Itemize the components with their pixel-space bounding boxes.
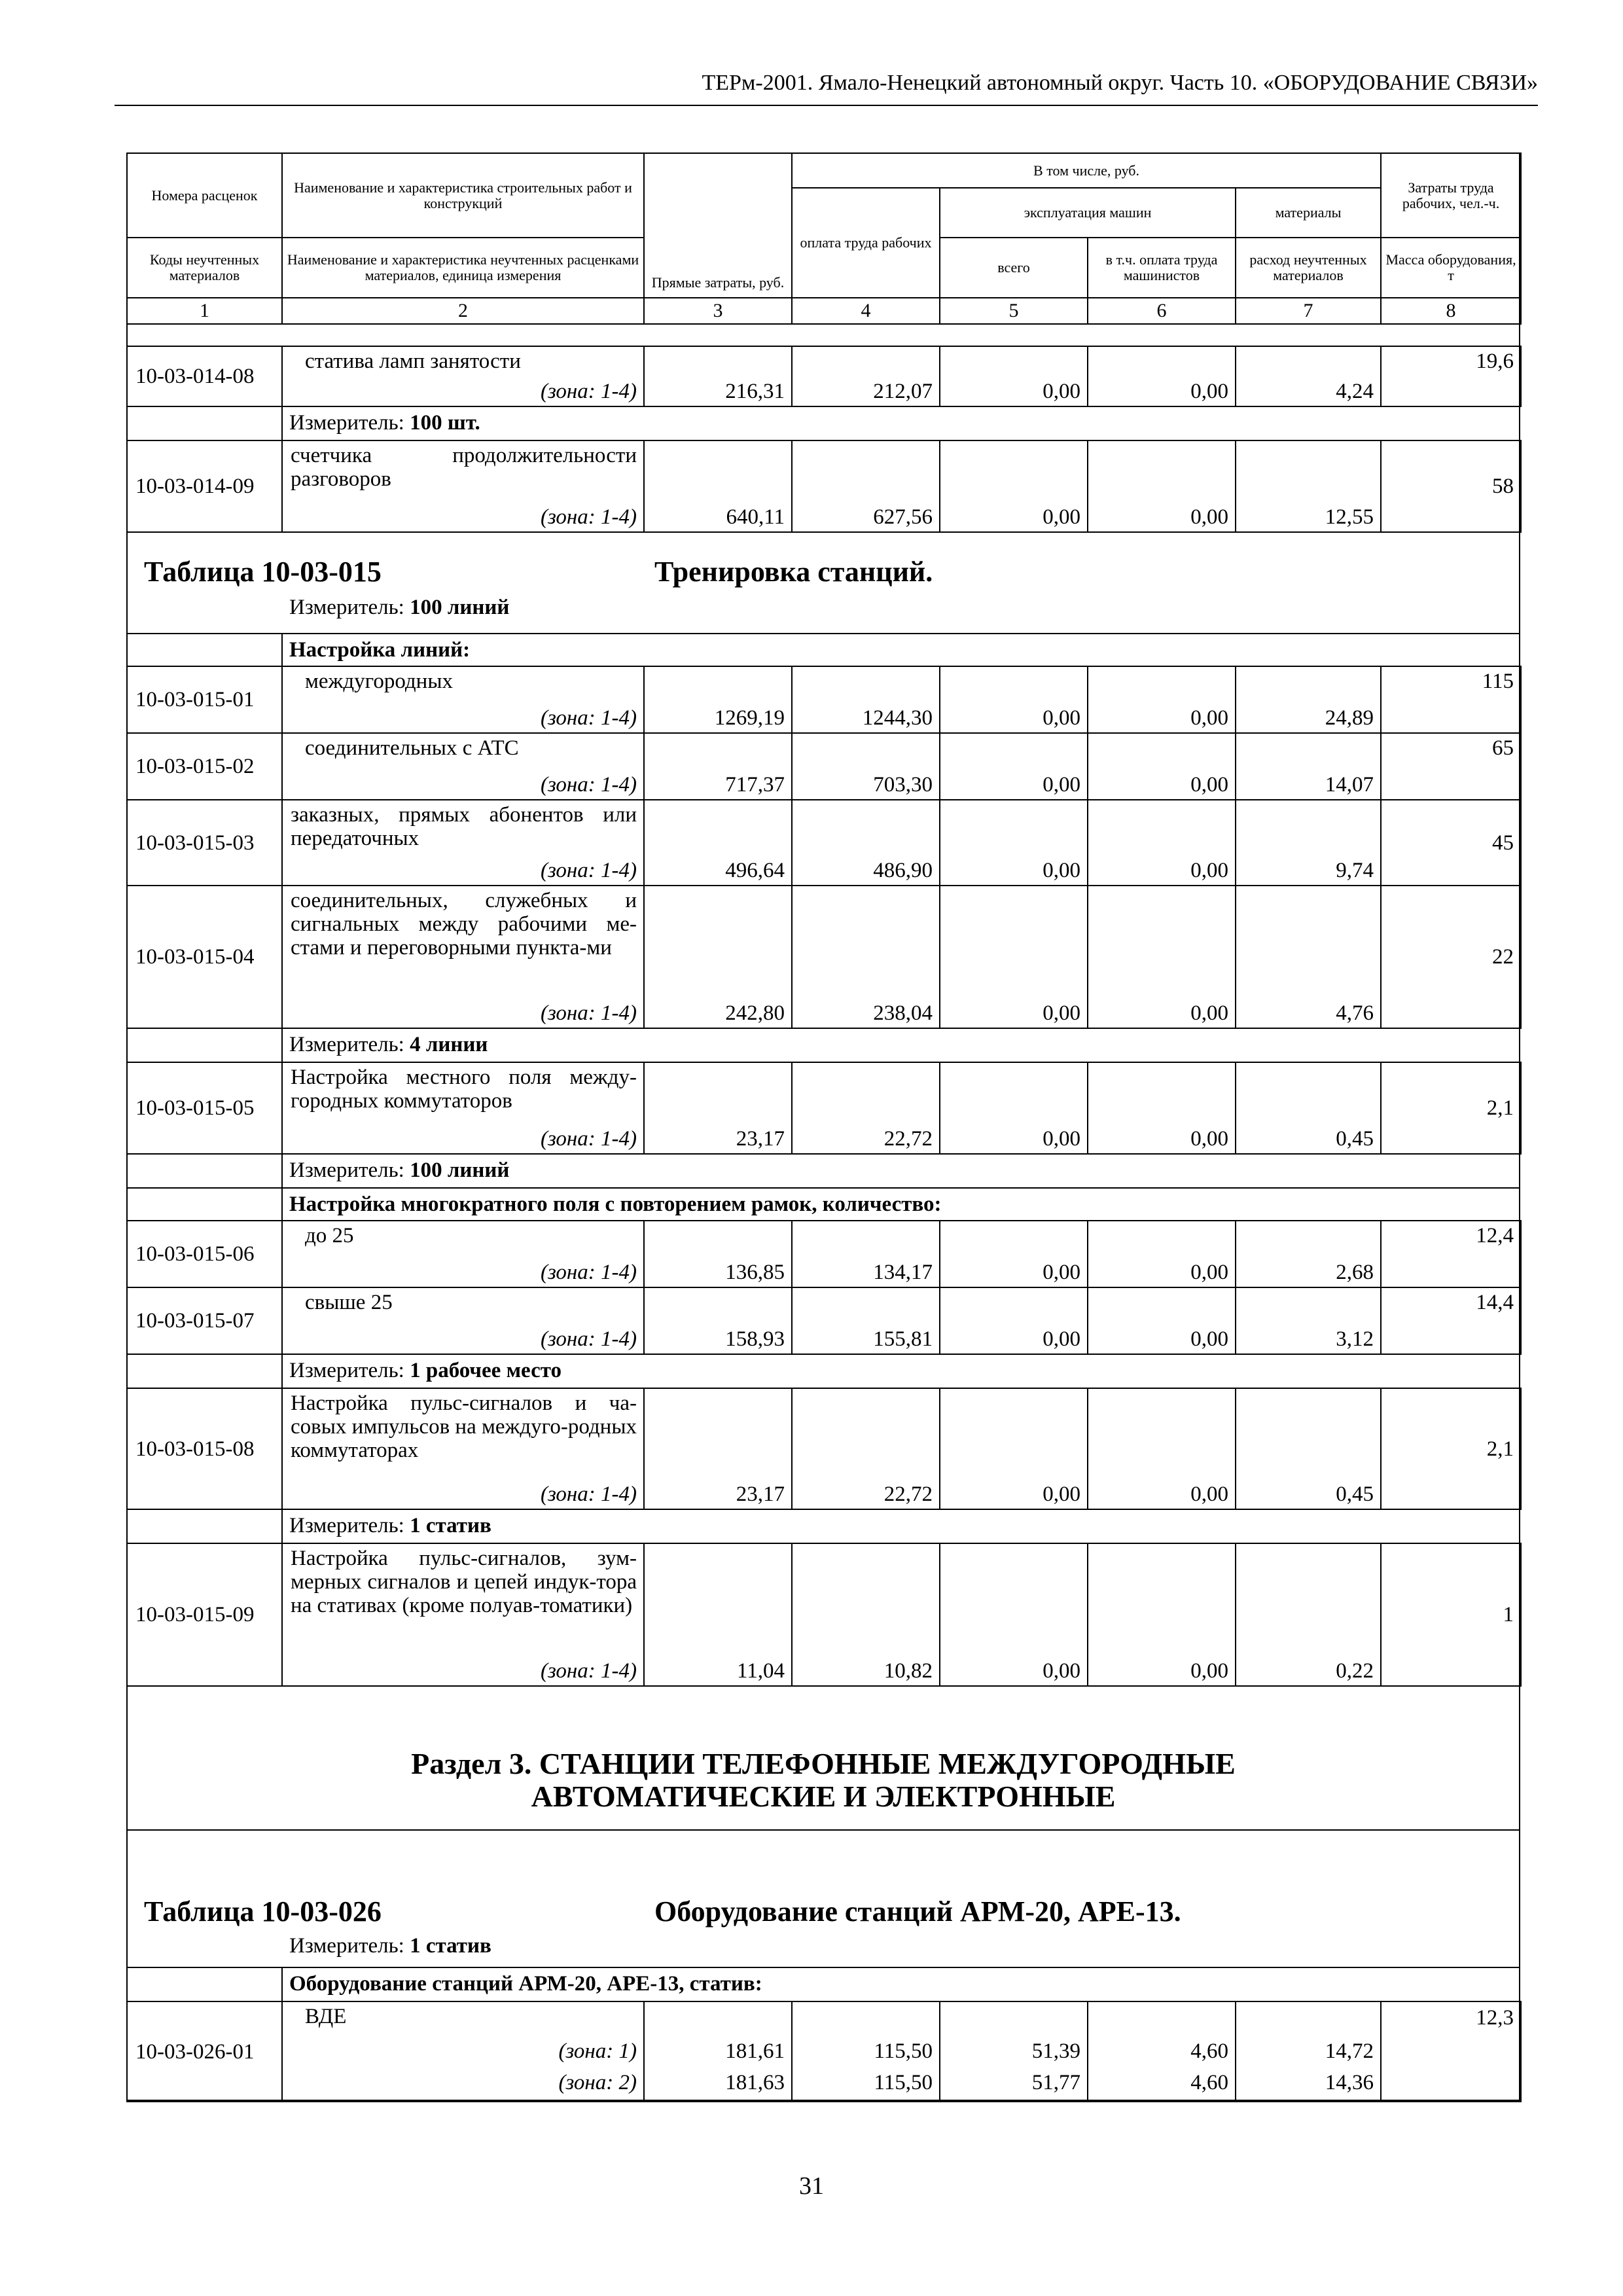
measure-line bbox=[289, 1359, 562, 1383]
value-mach-total: 0,00 bbox=[940, 800, 1088, 886]
rate-code: 10-03-026-01 bbox=[127, 2001, 282, 2102]
rate-name-wrap bbox=[283, 1544, 643, 1685]
measure-label: Измеритель: bbox=[289, 411, 404, 435]
value-labor: 22,72 bbox=[792, 1062, 940, 1154]
value-direct: 216,31 bbox=[644, 346, 792, 406]
column-divider bbox=[281, 1354, 283, 1388]
rate-name-cell bbox=[282, 2001, 644, 2102]
section-title: Раздел 3. СТАНЦИИ ТЕЛЕФОННЫЕ МЕЖДУГОРОДНЫЕ АВТОМАТИЧЕСКИЕ И ЭЛЕКТРОННЫЕ bbox=[411, 1747, 1236, 1813]
value-direct: 136,85 bbox=[644, 1221, 792, 1287]
value-materials: 14,07 bbox=[1236, 733, 1381, 800]
value-labor: 627,56 bbox=[792, 440, 940, 532]
value-materials: 4,24 bbox=[1236, 346, 1381, 406]
zone-label: (зона: 1-4) bbox=[540, 773, 637, 797]
rate-name-cell bbox=[282, 346, 644, 406]
value-direct: 23,17 bbox=[644, 1062, 792, 1154]
value-materials: 24,89 bbox=[1236, 666, 1381, 733]
rate-name: ВДЕ bbox=[305, 2005, 347, 2028]
value-mach-labor bbox=[1088, 2001, 1236, 2102]
rate-name: соединительных с АТС bbox=[305, 736, 519, 760]
header-col7: расход неучтенных материалов bbox=[1236, 238, 1381, 298]
value-direct: 496,64 bbox=[644, 800, 792, 886]
value-mach-total: 0,00 bbox=[940, 440, 1088, 532]
row-divider bbox=[126, 1829, 1520, 1831]
table-title: Таблица 10-03-026 bbox=[144, 1895, 382, 1928]
value-mach-labor: 0,00 bbox=[1088, 666, 1236, 733]
group-heading bbox=[289, 1193, 942, 1217]
measure-label: Измеритель: bbox=[289, 1158, 404, 1182]
rate-name-cell bbox=[282, 886, 644, 1028]
measure-value: 4 линии bbox=[410, 1033, 488, 1056]
rate-mass: 2,1 bbox=[1381, 1062, 1521, 1154]
value-materials: 2,68 bbox=[1236, 1221, 1381, 1287]
rate-name-wrap bbox=[283, 886, 643, 1028]
rate-mass: 65 bbox=[1381, 733, 1521, 800]
value-mach-labor: 0,00 bbox=[1088, 1287, 1236, 1354]
value-labor: 486,90 bbox=[792, 800, 940, 886]
group-heading bbox=[289, 1972, 762, 1996]
row-divider bbox=[126, 633, 1520, 634]
value-mach-labor: 0,00 bbox=[1088, 733, 1236, 800]
value-mach-total: 0,00 bbox=[940, 1388, 1088, 1509]
zone-label: (зона: 1-4) bbox=[540, 859, 637, 882]
value-materials bbox=[1236, 2001, 1381, 2102]
value-mach-total: 0,00 bbox=[940, 733, 1088, 800]
rate-name-cell bbox=[282, 1543, 644, 1686]
row-divider bbox=[126, 1354, 1520, 1355]
zone-label: (зона: 1-4) bbox=[540, 1001, 637, 1025]
rate-name-cell bbox=[282, 1388, 644, 1509]
header-materials: материалы bbox=[1236, 188, 1381, 238]
value-mach-total: 0,00 bbox=[940, 346, 1088, 406]
rate-name-wrap bbox=[283, 441, 643, 531]
header-col1-bottom: Коды неучтенных материалов bbox=[127, 238, 282, 298]
rate-name-cell bbox=[282, 1062, 644, 1154]
rate-name-cell bbox=[282, 666, 644, 733]
header-number: 7 bbox=[1236, 298, 1381, 324]
rate-row bbox=[126, 1543, 1522, 1687]
value-direct: 158,93 bbox=[644, 1287, 792, 1354]
value-mach-total bbox=[940, 2001, 1088, 2102]
value-materials: 0,45 bbox=[1236, 1062, 1381, 1154]
zone-value: 51,39 bbox=[1031, 2039, 1080, 2063]
header-in-total: В том числе, руб. bbox=[792, 153, 1381, 188]
rate-name-cell bbox=[282, 1221, 644, 1287]
rate-mass: 12,3 bbox=[1381, 2001, 1521, 2102]
value-mach-labor: 0,00 bbox=[1088, 886, 1236, 1028]
header-number: 1 bbox=[127, 298, 282, 324]
column-divider bbox=[281, 1509, 283, 1543]
rate-name: Настройка местного поля между-городных коммутаторов bbox=[291, 1066, 637, 1113]
rate-mass: 115 bbox=[1381, 666, 1521, 733]
rate-name-wrap bbox=[283, 1389, 643, 1509]
rate-name-cell bbox=[282, 440, 644, 532]
group-text: Настройка многократного поля с повторением рамок, количество: bbox=[289, 1193, 942, 1216]
rate-name-wrap bbox=[283, 1288, 643, 1354]
column-divider bbox=[281, 1187, 283, 1220]
measure-line bbox=[289, 411, 480, 435]
header-number: 2 bbox=[282, 298, 644, 324]
rate-name-cell bbox=[282, 1287, 644, 1354]
rate-name-wrap bbox=[283, 1063, 643, 1153]
rate-name: Настройка пульс-сигналов, зум-мерных сигналов и цепей индук-тора на стативах (кроме полуав-томатики) bbox=[291, 1547, 637, 1617]
rate-code: 10-03-015-07 bbox=[127, 1287, 282, 1354]
row-divider bbox=[126, 1153, 1520, 1155]
rate-mass: 19,6 bbox=[1381, 346, 1521, 406]
header-col8-top: Затраты труда рабочих, чел.-ч. bbox=[1381, 153, 1521, 238]
value-labor: 238,04 bbox=[792, 886, 940, 1028]
value-mach-labor: 0,00 bbox=[1088, 1388, 1236, 1509]
rate-name-wrap bbox=[283, 2002, 643, 2101]
rate-code: 10-03-015-01 bbox=[127, 666, 282, 733]
rate-mass: 58 bbox=[1381, 440, 1521, 532]
measure-value: 1 статив bbox=[410, 1514, 491, 1537]
measure-line bbox=[289, 1934, 491, 1958]
value-mach-labor: 0,00 bbox=[1088, 1221, 1236, 1287]
rate-name: до 25 bbox=[305, 1224, 354, 1247]
rate-name-cell bbox=[282, 800, 644, 886]
value-direct bbox=[644, 2001, 792, 2102]
value-mach-total: 0,00 bbox=[940, 666, 1088, 733]
zone-label: (зона: 1-4) bbox=[540, 1127, 637, 1151]
value-direct: 11,04 bbox=[644, 1543, 792, 1686]
measure-value: 100 линий bbox=[410, 1158, 510, 1182]
header-col2-bottom: Наименование и характеристика неучтенных расценками материалов, единица измерения bbox=[282, 238, 644, 298]
rate-code: 10-03-015-09 bbox=[127, 1543, 282, 1686]
zone-value: 51,77 bbox=[1031, 2071, 1080, 2094]
row-divider bbox=[126, 2001, 1520, 2002]
header-number: 3 bbox=[644, 298, 792, 324]
value-labor: 703,30 bbox=[792, 733, 940, 800]
zone-label: (зона: 1-4) bbox=[540, 1327, 637, 1351]
rate-row bbox=[126, 1388, 1522, 1510]
table-caption: Оборудование станций АРМ-20, АРЕ-13. bbox=[654, 1895, 1181, 1928]
rate-mass: 2,1 bbox=[1381, 1388, 1521, 1509]
rate-name-wrap bbox=[283, 667, 643, 732]
value-labor bbox=[792, 2001, 940, 2102]
header-number: 4 bbox=[792, 298, 940, 324]
value-mach-labor: 0,00 bbox=[1088, 440, 1236, 532]
zone-value: 115,50 bbox=[874, 2071, 933, 2094]
rate-mass: 45 bbox=[1381, 800, 1521, 886]
zone-label: (зона: 1-4) bbox=[540, 706, 637, 730]
running-header: ТЕРм-2001. Ямало-Ненецкий автономный округ. Часть 10. «ОБОРУДОВАНИЕ СВЯЗИ» bbox=[702, 71, 1538, 95]
measure-label: Измеритель: bbox=[289, 596, 404, 619]
zone-value: 115,50 bbox=[874, 2039, 933, 2063]
value-labor: 10,82 bbox=[792, 1543, 940, 1686]
header-col2-top: Наименование и характеристика строительных работ и конструкций bbox=[282, 153, 644, 238]
zone-value: 14,72 bbox=[1325, 2039, 1374, 2063]
group-heading bbox=[289, 638, 470, 662]
value-labor: 1244,30 bbox=[792, 666, 940, 733]
header-number: 6 bbox=[1088, 298, 1236, 324]
value-direct: 23,17 bbox=[644, 1388, 792, 1509]
rate-mass: 14,4 bbox=[1381, 1287, 1521, 1354]
zone-list bbox=[558, 2036, 637, 2098]
rate-name: свыше 25 bbox=[305, 1291, 393, 1314]
group-text: Настройка линий: bbox=[289, 638, 471, 662]
rate-row bbox=[126, 1220, 1522, 1288]
value-direct: 640,11 bbox=[644, 440, 792, 532]
rate-row bbox=[126, 885, 1522, 1029]
rate-name-wrap bbox=[283, 1221, 643, 1287]
rate-name: заказных, прямых абонентов или передаточных bbox=[291, 803, 637, 850]
value-mach-labor: 0,00 bbox=[1088, 1543, 1236, 1686]
header-col4: оплата труда рабочих bbox=[792, 188, 940, 298]
measure-line bbox=[289, 1514, 491, 1538]
row-divider bbox=[126, 1187, 1520, 1189]
value-direct: 717,37 bbox=[644, 733, 792, 800]
value-mach-total: 0,00 bbox=[940, 886, 1088, 1028]
rate-row bbox=[126, 799, 1522, 886]
rate-row bbox=[126, 346, 1522, 407]
group-text: Оборудование станций АРМ-20, АРЕ-13, статив: bbox=[289, 1972, 762, 1996]
column-divider bbox=[281, 633, 283, 666]
zone-value: 14,36 bbox=[1325, 2071, 1374, 2094]
header-col5: всего bbox=[940, 238, 1088, 298]
table-caption: Тренировка станций. bbox=[654, 556, 933, 588]
measure-line bbox=[289, 1033, 488, 1057]
rate-code: 10-03-015-02 bbox=[127, 733, 282, 800]
column-divider bbox=[281, 406, 283, 440]
rate-row bbox=[126, 440, 1522, 533]
rate-row bbox=[126, 666, 1522, 734]
value-direct: 242,80 bbox=[644, 886, 792, 1028]
value-labor: 22,72 bbox=[792, 1388, 940, 1509]
page-number: 31 bbox=[799, 2172, 824, 2200]
value-direct: 1269,19 bbox=[644, 666, 792, 733]
value-mach-labor: 0,00 bbox=[1088, 1062, 1236, 1154]
column-divider bbox=[281, 1967, 283, 2001]
rate-mass: 1 bbox=[1381, 1543, 1521, 1686]
rate-code: 10-03-014-09 bbox=[127, 440, 282, 532]
rate-name-cell bbox=[282, 733, 644, 800]
value-labor: 155,81 bbox=[792, 1287, 940, 1354]
header-number: 5 bbox=[940, 298, 1088, 324]
rate-name: счетчика продолжительности разговоров bbox=[291, 444, 637, 491]
measure-value: 1 рабочее место bbox=[410, 1359, 562, 1382]
value-materials: 0,45 bbox=[1236, 1388, 1381, 1509]
rate-name-wrap bbox=[283, 347, 643, 406]
header-col6: в т.ч. оплата труда машинистов bbox=[1088, 238, 1236, 298]
rate-name-wrap bbox=[283, 800, 643, 885]
measure-label: Измеритель: bbox=[289, 1514, 404, 1537]
rate-name: соединительных, служебных и сигнальных между рабочими ме-стами и переговорными пункта-ми bbox=[291, 889, 637, 960]
header-machines: эксплуатация машин bbox=[940, 188, 1236, 238]
column-divider bbox=[281, 1153, 283, 1187]
rate-mass: 12,4 bbox=[1381, 1221, 1521, 1287]
rate-code: 10-03-015-08 bbox=[127, 1388, 282, 1509]
value-materials: 3,12 bbox=[1236, 1287, 1381, 1354]
rate-row bbox=[126, 1062, 1522, 1155]
row-divider bbox=[126, 406, 1520, 407]
value-labor: 134,17 bbox=[792, 1221, 940, 1287]
header-number: 8 bbox=[1381, 298, 1521, 324]
column-divider bbox=[281, 1028, 283, 1062]
value-mach-labor: 0,00 bbox=[1088, 800, 1236, 886]
value-mach-total: 0,00 bbox=[940, 1543, 1088, 1686]
rate-name: статива ламп занятости bbox=[305, 350, 521, 373]
value-mach-total: 0,00 bbox=[940, 1062, 1088, 1154]
header-rule bbox=[115, 105, 1538, 106]
measure-line bbox=[289, 596, 509, 620]
zone-label: (зона: 1-4) bbox=[540, 1482, 637, 1506]
value-materials: 9,74 bbox=[1236, 800, 1381, 886]
value-materials: 0,22 bbox=[1236, 1543, 1381, 1686]
value-materials: 4,76 bbox=[1236, 886, 1381, 1028]
header-col3: Прямые затраты, руб. bbox=[644, 153, 792, 298]
zone-label: (зона: 1-4) bbox=[540, 1659, 637, 1683]
measure-line bbox=[289, 1158, 509, 1183]
header-col8-bottom: Масса оборудования, т bbox=[1381, 238, 1521, 298]
rate-row bbox=[126, 1287, 1522, 1355]
value-mach-total: 0,00 bbox=[940, 1287, 1088, 1354]
zone-label: (зона: 2) bbox=[558, 2071, 637, 2094]
rate-row bbox=[126, 732, 1522, 800]
rate-code: 10-03-014-08 bbox=[127, 346, 282, 406]
measure-value: 100 линий bbox=[410, 596, 510, 619]
value-mach-total: 0,00 bbox=[940, 1221, 1088, 1287]
row-divider bbox=[126, 1967, 1520, 1968]
zone-label: (зона: 1-4) bbox=[540, 380, 637, 403]
rate-row bbox=[126, 2001, 1522, 2102]
measure-label: Измеритель: bbox=[289, 1934, 404, 1958]
row-divider bbox=[126, 1509, 1520, 1510]
rate-code: 10-03-015-05 bbox=[127, 1062, 282, 1154]
value-mach-labor: 0,00 bbox=[1088, 346, 1236, 406]
zone-value: 4,60 bbox=[1190, 2071, 1228, 2094]
rate-name: Настройка пульс-сигналов и ча-совых импульсов на междуго-родных коммутаторах bbox=[291, 1391, 637, 1462]
row-divider bbox=[126, 531, 1520, 533]
rate-mass: 22 bbox=[1381, 886, 1521, 1028]
rate-code: 10-03-015-04 bbox=[127, 886, 282, 1028]
zone-label: (зона: 1-4) bbox=[540, 1261, 637, 1284]
zone-value: 4,60 bbox=[1190, 2039, 1228, 2063]
zone-label: (зона: 1) bbox=[558, 2039, 637, 2063]
rate-name: междугородных bbox=[305, 670, 454, 693]
value-labor: 212,07 bbox=[792, 346, 940, 406]
zone-value: 181,63 bbox=[725, 2071, 785, 2094]
measure-value: 100 шт. bbox=[410, 411, 480, 435]
measure-value: 1 статив bbox=[410, 1934, 491, 1958]
measure-label: Измеритель: bbox=[289, 1359, 404, 1382]
zone-value: 181,61 bbox=[725, 2039, 785, 2063]
rate-name-wrap bbox=[283, 734, 643, 799]
table-title: Таблица 10-03-015 bbox=[144, 556, 382, 588]
rate-code: 10-03-015-06 bbox=[127, 1221, 282, 1287]
measure-label: Измеритель: bbox=[289, 1033, 404, 1056]
row-divider bbox=[126, 1685, 1520, 1687]
zone-label: (зона: 1-4) bbox=[540, 505, 637, 529]
column-header-table bbox=[126, 152, 1522, 325]
header-col1-top: Номера расценок bbox=[127, 153, 282, 238]
row-divider bbox=[126, 1028, 1520, 1029]
value-materials: 12,55 bbox=[1236, 440, 1381, 532]
rate-code: 10-03-015-03 bbox=[127, 800, 282, 886]
